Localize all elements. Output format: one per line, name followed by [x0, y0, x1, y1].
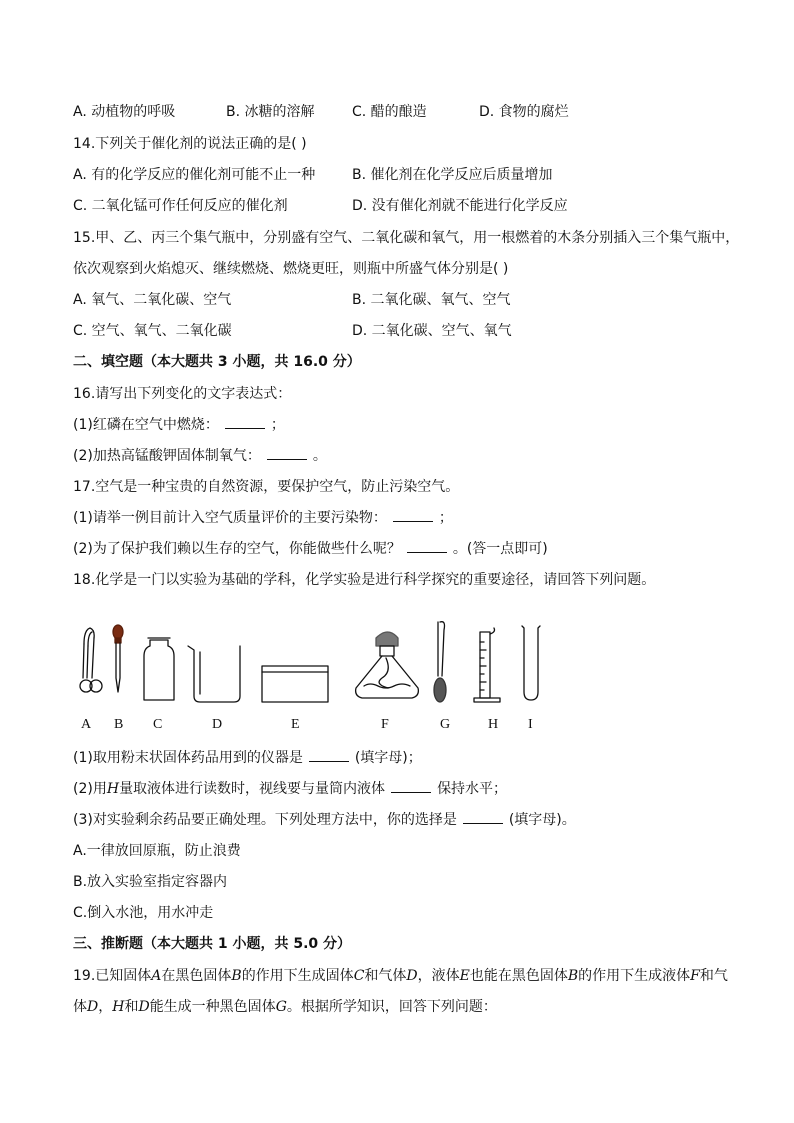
- q19-text: 的作用下生成固体: [241, 968, 354, 984]
- reagent-bottle-icon: [144, 638, 174, 700]
- q18-stem: 18.化学是一门以实验为基础的学科，化学实验是进行科学探究的重要途径，请回答下列问题。: [73, 572, 656, 588]
- q15-stem-line1: 15.甲、乙、丙三个集气瓶中，分别盛有空气、二氧化碳和氧气，用一根燃着的木条分别插入三个集气瓶中，: [73, 230, 740, 246]
- q19-var-d: D: [87, 999, 99, 1015]
- q15-option-a: A. 氧气、二氧化碳、空气: [73, 292, 232, 308]
- q19-text: 体: [73, 999, 87, 1015]
- q19-text: 也能在黑色固体: [469, 968, 568, 984]
- q19-var-f: F: [690, 968, 700, 984]
- q18-part2-prompt: 量取液体进行读数时，视线要与量筒内液体: [119, 781, 386, 797]
- q17-part1: [73, 508, 453, 528]
- q17-part2-end: 。(答一点即可): [452, 541, 548, 557]
- q18-choice-c: C.倒入水池，用水冲走: [73, 905, 214, 921]
- apparatus-label-i: I: [528, 717, 533, 732]
- q16-part1-prompt: (1)红磷在空气中燃烧：: [73, 417, 219, 433]
- q18-part1-blank[interactable]: [309, 749, 349, 762]
- q19-line2: [73, 997, 497, 1017]
- q13-option-b: B. 冰糖的溶解: [226, 104, 315, 120]
- q18-part3-end: (填字母)。: [508, 812, 576, 828]
- q19-text: ，: [98, 999, 113, 1015]
- q19-text: 能生成一种黑色固体: [149, 999, 276, 1015]
- q19-text: 和: [124, 999, 139, 1015]
- q15-option-c: C. 空气、氧气、二氧化碳: [73, 323, 232, 339]
- q18-part2-blank[interactable]: [391, 780, 431, 793]
- apparatus-label-e: E: [291, 717, 300, 732]
- q16-part1-blank[interactable]: [225, 416, 265, 429]
- q19-var-e: E: [459, 968, 470, 984]
- q17-part2: [73, 539, 548, 559]
- q18-part1-end: (填字母)；: [354, 750, 422, 766]
- apparatus-label-c: C: [153, 717, 163, 732]
- q18-part1-prompt: (1)取用粉末状固体药品用到的仪器是: [73, 750, 303, 766]
- q15-option-b: B. 二氧化碳、氧气、空气: [352, 292, 511, 308]
- apparatus-label-f: F: [381, 717, 389, 732]
- q15-option-d: D. 二氧化碳、空气、氧气: [352, 323, 512, 339]
- q18-part2-prefix: (2)用: [73, 781, 107, 797]
- alcohol-lamp-icon: [356, 632, 419, 698]
- trough-icon: [262, 666, 328, 702]
- q16-part2-prompt: (2)加热高锰酸钾固体制氧气：: [73, 448, 261, 464]
- q18-choice-b: B.放入实验室指定容器内: [73, 874, 228, 890]
- q16-part1-end: ；: [270, 417, 285, 433]
- q19-var-b: B: [567, 968, 579, 984]
- lab-apparatus-figure: [70, 616, 570, 736]
- q19-var-d: D: [406, 968, 418, 984]
- q16-part2-blank[interactable]: [267, 447, 307, 460]
- q17-part2-prompt: (2)为了保护我们赖以生存的空气，你能做些什么呢？: [73, 541, 401, 557]
- apparatus-drawings: [70, 616, 570, 716]
- q19-var-h: H: [112, 999, 125, 1015]
- q14-option-a: A. 有的化学反应的催化剂可能不止一种: [73, 167, 316, 183]
- q17-part1-blank[interactable]: [393, 509, 433, 522]
- q19-text: ，液体: [417, 968, 460, 984]
- q14-option-d: D. 没有催化剂就不能进行化学反应: [352, 198, 568, 214]
- q18-part3-blank[interactable]: [463, 811, 503, 824]
- q19-text: 和气体: [364, 968, 407, 984]
- q19-text: 在黑色固体: [161, 968, 232, 984]
- beaker-icon: [188, 646, 240, 702]
- dropper-icon: [113, 625, 123, 692]
- apparatus-label-d: D: [212, 717, 223, 732]
- q17-part1-prompt: (1)请举一例目前计入空气质量评价的主要污染物：: [73, 510, 387, 526]
- q18-part2-end: 保持水平；: [437, 781, 508, 797]
- q19-text: 的作用下生成液体: [578, 968, 691, 984]
- section-heading-inference: 三、推断题（本大题共 1 小题，共 5.0 分）: [73, 936, 352, 952]
- apparatus-label-b: B: [114, 717, 124, 732]
- q17-part2-blank[interactable]: [407, 540, 447, 553]
- test-tube-icon: [522, 626, 540, 700]
- q18-part3: [73, 810, 576, 830]
- q19-var-c: C: [353, 968, 365, 984]
- crucible-tongs-icon: [80, 628, 102, 692]
- medicine-spoon-icon: [434, 622, 446, 702]
- q19-var-g: G: [275, 999, 287, 1015]
- q16-part2-end: 。: [312, 448, 327, 464]
- q13-option-d: D. 食物的腐烂: [479, 104, 569, 120]
- q17-stem: 17.空气是一种宝贵的自然资源，要保护空气，防止污染空气。: [73, 479, 460, 495]
- apparatus-label-h: H: [488, 717, 499, 732]
- q18-part2-var-h: H: [106, 781, 120, 797]
- q18-part2: [73, 779, 507, 799]
- q14-option-c: C. 二氧化锰可作任何反应的催化剂: [73, 198, 288, 214]
- q14-option-b: B. 催化剂在化学反应后质量增加: [352, 167, 553, 183]
- q19-var-a: A: [151, 968, 162, 984]
- q16-part1: [73, 415, 285, 435]
- q13-option-a: A. 动植物的呼吸: [73, 104, 176, 120]
- q18-part3-prompt: (3)对实验剩余药品要正确处理。下列处理方法中，你的选择是: [73, 812, 457, 828]
- graduated-cylinder-icon: [474, 628, 500, 702]
- q19-line1: [73, 966, 728, 986]
- q17-part1-end: ；: [438, 510, 453, 526]
- q15-stem-line2: 依次观察到火焰熄灭、继续燃烧、燃烧更旺，则瓶中所盛气体分别是( ): [73, 261, 509, 277]
- q16-stem: 16.请写出下列变化的文字表达式：: [73, 386, 292, 402]
- q14-stem: 14.下列关于催化剂的说法正确的是( ): [73, 136, 307, 152]
- q19-text: 19.已知固体: [73, 968, 152, 984]
- q19-text: 。根据所学知识，回答下列问题：: [286, 999, 497, 1015]
- q16-part2: [73, 446, 327, 466]
- q13-option-c: C. 醋的酿造: [352, 104, 427, 120]
- apparatus-label-g: G: [440, 717, 451, 732]
- q18-choice-a: A.一律放回原瓶，防止浪费: [73, 843, 241, 859]
- q18-part1: [73, 748, 422, 768]
- apparatus-label-a: A: [81, 717, 92, 732]
- q19-var-d: D: [138, 999, 150, 1015]
- q19-text: 和气: [699, 968, 728, 984]
- q19-var-b: B: [231, 968, 242, 984]
- section-heading-fill-in: 二、填空题（本大题共 3 小题，共 16.0 分）: [73, 354, 361, 370]
